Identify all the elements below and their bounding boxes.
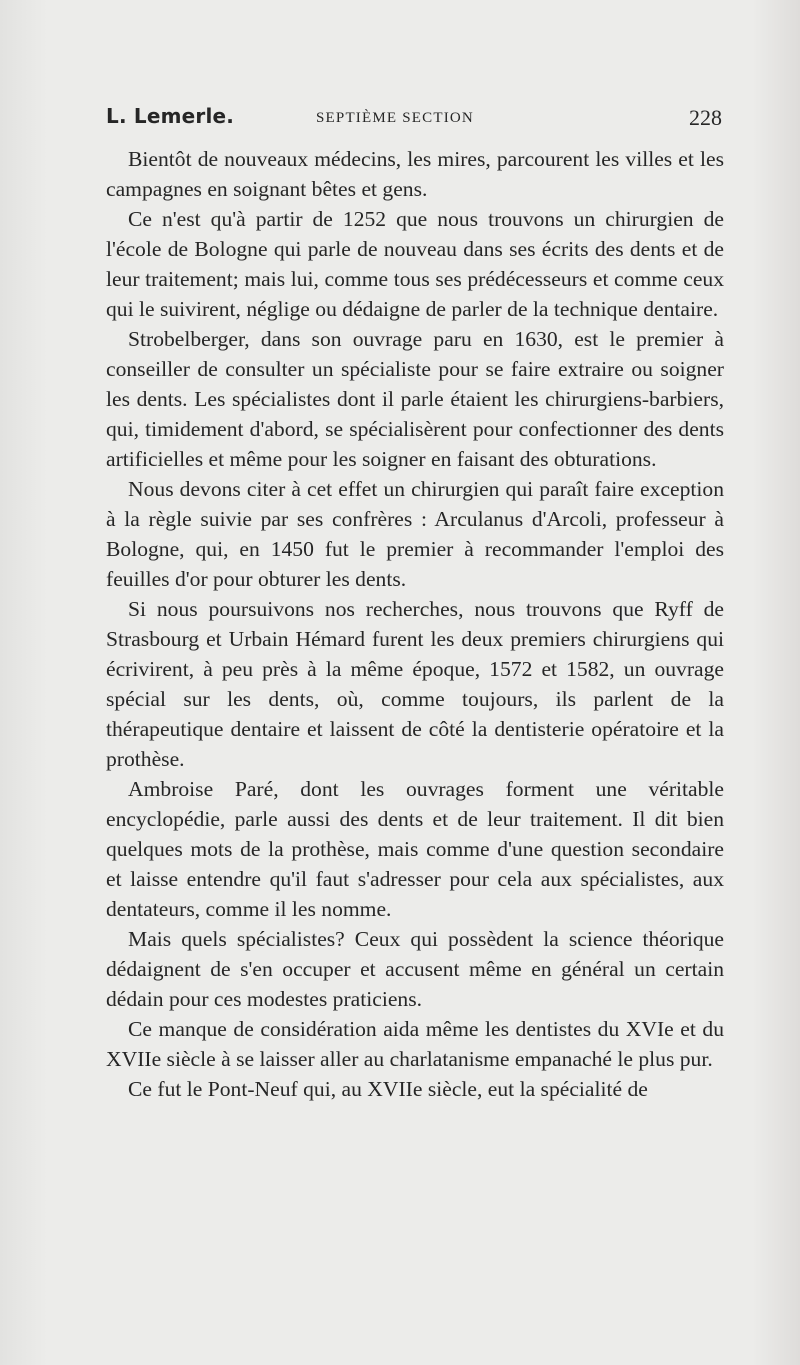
running-header	[106, 104, 722, 134]
paragraph: Nous devons citer à cet effet un chirurgien qui paraît faire exception à la règle suivie par ses confrères : Arculanus d'Arcoli, professeur à Bologne, qui, en 1450 fut le premier à recommander l'emploi des feuilles d'or pour obturer les dents.	[106, 477, 724, 591]
header-section: SEPTIÈME SECTION	[316, 110, 474, 126]
paragraph: Strobelberger, dans son ouvrage paru en 1630, est le premier à conseiller de consulter un spécialiste pour se faire extraire ou soigner les dents. Les spécialistes dont il parle étaient les chirurgiens-barbiers, qui, timidement d'abord, se spécialisèrent pour confectionner des dents artificielles et même pour les soigner en faisant des obturations.	[106, 327, 724, 471]
paragraph: Mais quels spécialistes? Ceux qui possèdent la science théorique dédaignent de s'en occuper et accusent même en général un certain dédain pour ces modestes praticiens.	[106, 927, 724, 1011]
paragraph: Ce manque de considération aida même les dentistes du XVIe et du XVIIe siècle à se laisser aller au charlatanisme empanaché le plus pur.	[106, 1017, 724, 1071]
paragraph: Si nous poursuivons nos recherches, nous trouvons que Ryff de Strasbourg et Urbain Hémard furent les deux premiers chirurgiens qui écrivirent, à peu près à la même époque, 1572 et 1582, un ouvrage spécial sur les dents, où, comme toujours, ils parlent de la thérapeutique dentaire et laissent de côté la dentisterie opératoire et la prothèse.	[106, 597, 724, 771]
paragraph: Ambroise Paré, dont les ouvrages forment une véritable encyclopédie, parle aussi des dents et de leur traitement. Il dit bien quelques mots de la prothèse, mais comme d'une question secondaire et laisse entendre qu'il faut s'adresser pour cela aux spécialistes, aux dentateurs, comme il les nomme.	[106, 777, 724, 921]
paragraph: Ce n'est qu'à partir de 1252 que nous trouvons un chirurgien de l'école de Bologne qui parle de nouveau dans ses écrits des dents et de leur traitement; mais lui, comme tous ses prédécesseurs et comme ceux qui le suivirent, néglige ou dédaigne de parler de la technique dentaire.	[106, 207, 724, 321]
paragraph: Ce fut le Pont-Neuf qui, au XVIIe siècle, eut la spécialité de	[128, 1077, 648, 1101]
body-text	[106, 144, 724, 1104]
header-author: L. Lemerle.	[106, 104, 235, 128]
paragraph: Bientôt de nouveaux médecins, les mires, parcourent les villes et les campagnes en soignant bêtes et gens.	[106, 147, 724, 201]
page-number: 228	[689, 105, 722, 130]
